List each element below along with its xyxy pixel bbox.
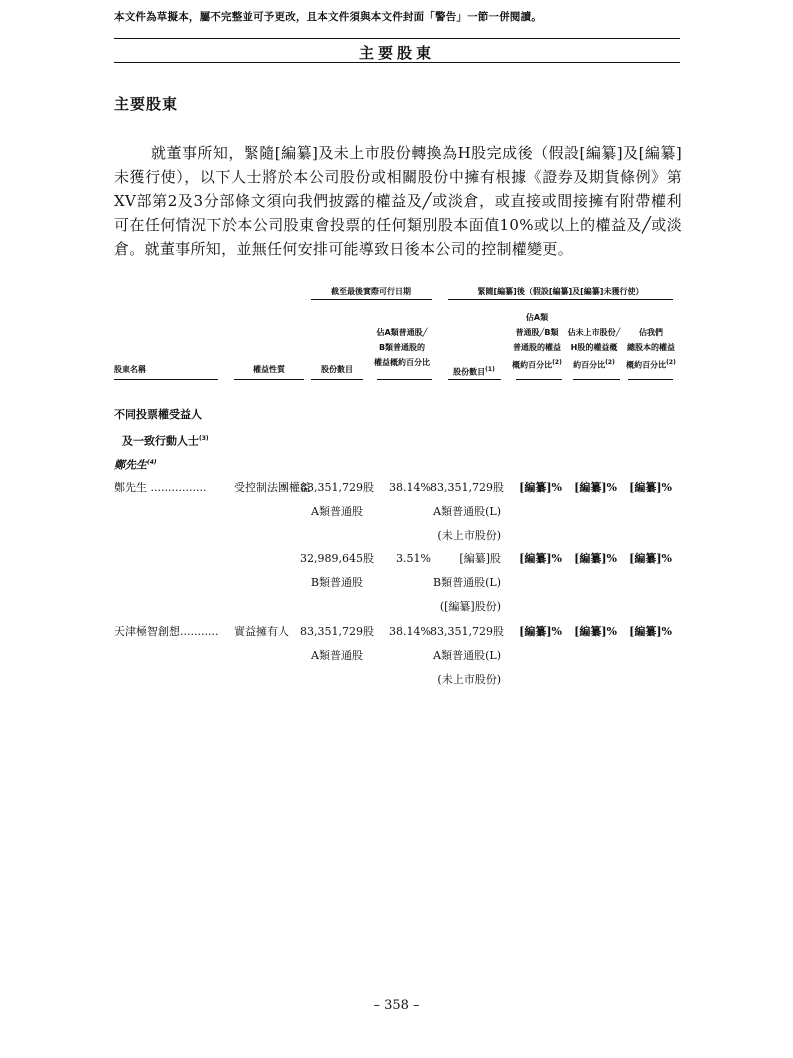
header-rule-top xyxy=(114,38,680,39)
col-rule-nature xyxy=(234,379,304,380)
person-label: 鄭先生$^{(4)}$ xyxy=(114,458,157,472)
row-name: 天津極智創想........... xyxy=(114,625,219,638)
row-shares2-class: A類普通股(L) xyxy=(433,505,501,518)
group-rule-1 xyxy=(311,299,432,300)
group-label: 不同投票權受益人 xyxy=(114,408,202,421)
row-pct3: [編纂]% xyxy=(574,625,617,638)
row-shares2-class: B類普通股(L) xyxy=(433,576,501,589)
group-label-line2: 及一致行動人士$^{(3)}$ xyxy=(122,434,209,448)
group-rule-2 xyxy=(448,299,673,300)
row-pct2: [編纂]% xyxy=(519,481,562,494)
row-shares2: [編纂]股 xyxy=(459,552,501,565)
row-name: 鄭先生 ................ xyxy=(114,481,207,494)
row-nature: 實益擁有人 xyxy=(234,625,289,638)
row-pct2: [編纂]% xyxy=(519,625,562,638)
row-pct4: [編纂]% xyxy=(629,625,672,638)
row-pct2: [編纂]% xyxy=(519,552,562,565)
row-pct3: [編纂]% xyxy=(574,552,617,565)
col-header-nature: 權益性質 xyxy=(253,365,285,374)
col-header-shares1: 股份數目 xyxy=(321,365,353,374)
col-rule-pct4 xyxy=(628,379,673,380)
group-header-latest-date: 截至最後實際可行日期 xyxy=(331,287,411,296)
row-shares2-extra: (未上市股份) xyxy=(437,529,501,542)
col-header-pct2: 佔A類 普通股╱B類 普通股的權益 概約百分比$^{(2)}$ xyxy=(512,313,562,370)
col-rule-name xyxy=(114,379,218,380)
row-nature: 受控制法團權益 xyxy=(234,481,311,494)
row-pct1: 38.14% xyxy=(389,625,431,638)
col-header-pct4: 佔我們 總股本的權益 概約百分比$^{(2)}$ xyxy=(626,328,676,370)
row-pct1: 38.14% xyxy=(389,481,431,494)
page-number: – 358 – xyxy=(373,998,420,1013)
col-rule-pct2 xyxy=(516,379,562,380)
row-shares1: 83,351,729股 xyxy=(300,625,374,638)
col-header-pct3: 佔未上市股份╱ H股的權益概 約百分比$^{(2)}$ xyxy=(567,328,621,370)
row-shares2: 83,351,729股 xyxy=(430,481,504,494)
col-header-pct1: 佔A類普通股╱ B類普通股的 權益概約百分比 xyxy=(374,328,430,367)
row-shares2-extra: (未上市股份) xyxy=(437,673,501,686)
row-shares1-class: A類普通股 xyxy=(311,649,363,662)
col-rule-pct1 xyxy=(377,379,432,380)
group-header-after-listing: 緊隨[編纂]後（假設[編纂]及[編纂]未獲行使） xyxy=(477,287,644,296)
header-rule-bottom xyxy=(114,62,680,63)
row-shares2-extra: ([編纂]股份) xyxy=(439,600,501,613)
row-shares1: 32,989,645股 xyxy=(300,552,374,565)
section-title: 主要股東 xyxy=(114,95,179,113)
col-rule-pct3 xyxy=(573,379,620,380)
row-pct1: 3.51% xyxy=(396,552,431,565)
row-pct4: [編纂]% xyxy=(629,481,672,494)
row-pct3: [編纂]% xyxy=(574,481,617,494)
row-shares2-class: A類普通股(L) xyxy=(433,649,501,662)
intro-paragraph: 就董事所知，緊隨[編纂]及未上市股份轉換為H股完成後（假設[編纂]及[編纂]未獲行使），以下人士將於本公司股份或相關股份中擁有根據《證券及期貨條例》第XV部第2及3分部條文須向我們披露的權益及╱或淡倉，或直接或間接擁有附帶權利可在任何情況下於本公司股東會投票的任何類別股本面值10%或以上的權益及╱或淡倉。就董事所知，並無任何安排可能導致日後本公司的控制權變更。 xyxy=(114,144,682,258)
col-rule-shares2 xyxy=(448,379,501,380)
row-shares1-class: B類普通股 xyxy=(310,576,363,589)
draft-warning: 本文件為草擬本，屬不完整並可予更改，且本文件須與本文件封面「警告」一節一併閱讀。 xyxy=(114,11,542,23)
row-shares1-class: A類普通股 xyxy=(311,505,363,518)
col-rule-shares1 xyxy=(311,379,363,380)
row-shares2: 83,351,729股 xyxy=(430,625,504,638)
col-header-shares2: 股份數目$^{(1)}$ xyxy=(453,366,495,377)
row-pct4: [編纂]% xyxy=(629,552,672,565)
row-shares1: 83,351,729股 xyxy=(300,481,374,494)
col-header-name: 股東名稱 xyxy=(114,365,146,374)
page-header: 主要股東 xyxy=(358,44,435,62)
